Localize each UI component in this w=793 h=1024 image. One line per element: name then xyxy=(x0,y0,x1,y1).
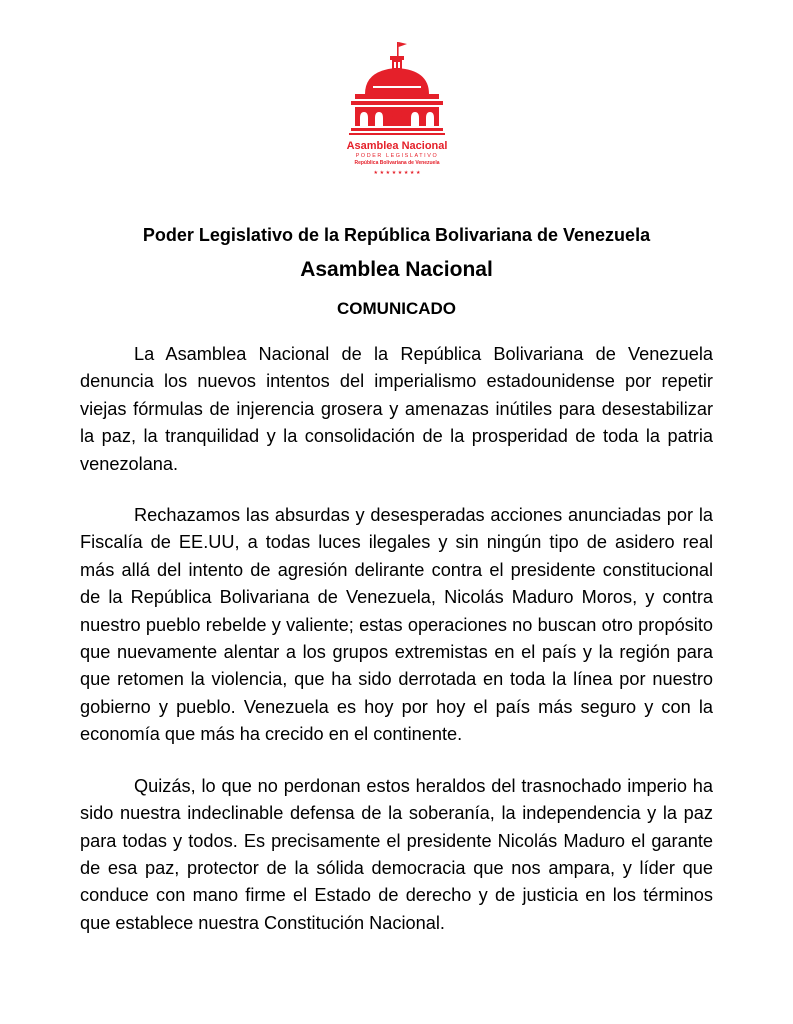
capitol-icon xyxy=(335,38,459,178)
communique-body xyxy=(80,341,713,961)
assembly-heading: Asamblea Nacional xyxy=(300,258,493,281)
document-title: COMUNICADO xyxy=(337,299,456,318)
logo-name: Asamblea Nacional xyxy=(346,140,448,152)
paragraph-2: Rechazamos las absurdas y desesperadas acciones anunciadas por la Fiscalía de EE.UU, a todas luces ilegales y sin ningún tipo de asidero real más allá del intento de agresión delirante contra el presidente constitucional de la República Bolivariana de Venezuela, Nicolás Maduro Moros, y contra nuestro pueblo rebelde y valiente; estas operaciones no buscan otro propósito que nuevamente alentar a los grupos extremistas en el país y la región para que retomen la violencia, que ha sido derrotada en toda la línea por nuestro gobierno y pueblo. Venezuela es hoy por hoy el país más seguro y con la economía que más ha crecido en el continente. xyxy=(80,505,713,745)
logo-stars: ★ ★ ★ ★ ★ ★ ★ ★ xyxy=(373,170,421,176)
logo-subtitle: PODER LEGISLATIVO xyxy=(355,153,439,159)
paragraph-3: Quizás, lo que no perdonan estos heraldos del trasnochado imperio ha sido nuestra indeclinable defensa de la soberanía, la independencia y la paz para todas y todos. Es precisamente el presidente Nicolás Maduro el garante de esa paz, protector de la sólida democracia que nos ampara, y líder que conduce con mano firme el Estado de derecho y de justicia en los términos que establece nuestra Constitución Nacional. xyxy=(80,775,713,933)
paragraph-1: La Asamblea Nacional de la República Bolivariana de Venezuela denuncia los nuevos intentos del imperialismo estadounidense por repetir viejas fórmulas de injerencia grosera y amenazas inútiles para desestabilizar la paz, la tranquilidad y la consolidación de la prosperidad de toda la patria venezolana. xyxy=(80,344,713,474)
asamblea-nacional-logo xyxy=(335,38,459,178)
institution-heading: Poder Legislativo de la República Bolivariana de Venezuela xyxy=(142,225,651,245)
logo-country: República Bolivariana de Venezuela xyxy=(354,160,440,166)
